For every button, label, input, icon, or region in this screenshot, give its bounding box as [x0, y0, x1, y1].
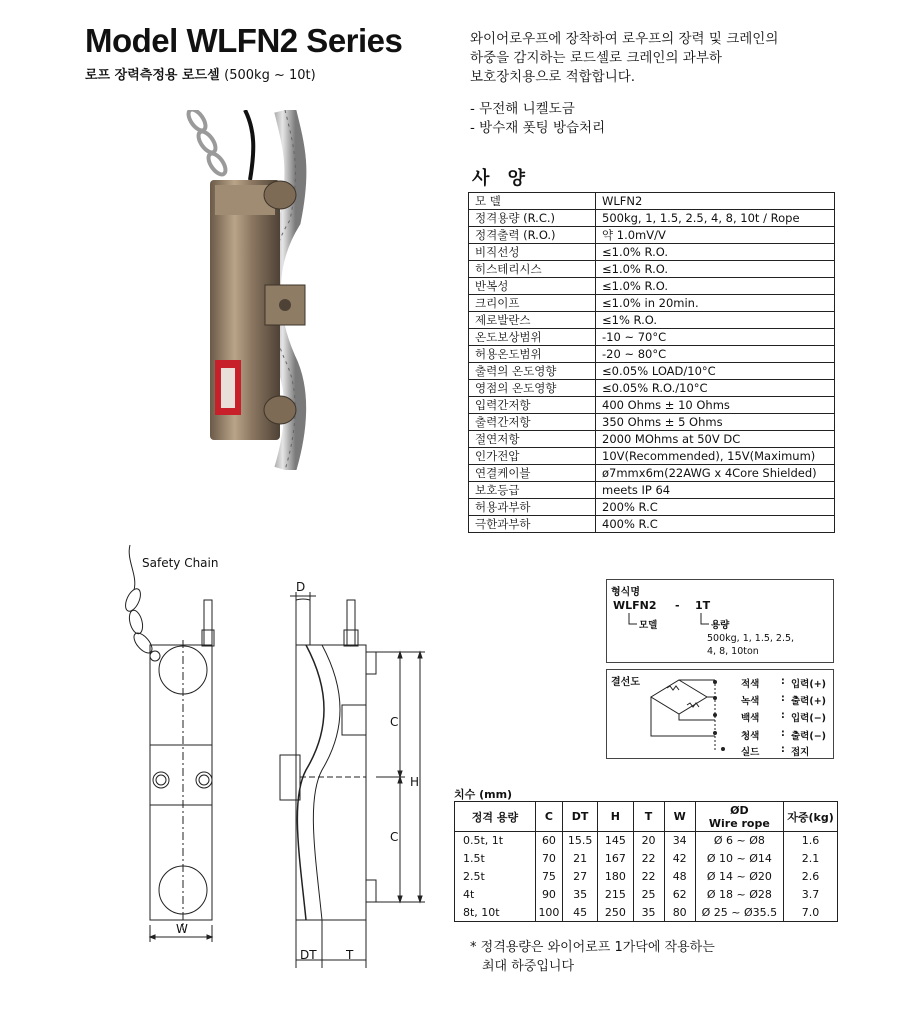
table-cell: 75	[535, 868, 562, 886]
spec-value: ≤1.0% R.O.	[596, 261, 835, 278]
wire-sep: :	[781, 710, 785, 721]
type-capacities-line: 500kg, 1, 1.5, 2.5,	[707, 633, 795, 644]
table-cell: 60	[535, 832, 562, 850]
wiring-box-label: 결선도	[611, 677, 640, 688]
footnote-line: 최대 하중입니다	[482, 959, 575, 974]
spec-table	[468, 192, 835, 533]
spec-heading: 사 양	[472, 168, 532, 189]
table-cell: 215	[598, 886, 633, 904]
table-row	[455, 886, 838, 904]
table-cell: 4t	[455, 886, 536, 904]
spec-row	[469, 278, 835, 295]
spec-value: 400% R.C	[596, 516, 835, 533]
table-cell: 167	[598, 850, 633, 868]
spec-key: 출력의 온도영향	[469, 363, 596, 380]
spec-key: 정격용량 (R.C.)	[469, 210, 596, 227]
table-cell: 7.0	[783, 904, 837, 922]
dim-label-d: D	[296, 580, 306, 594]
spec-value: 400 Ohms ± 10 Ohms	[596, 397, 835, 414]
spec-row	[469, 448, 835, 465]
table-row	[455, 904, 838, 922]
table-cell: 250	[598, 904, 633, 922]
col-header: T	[633, 802, 664, 832]
dim-label-t: T	[346, 948, 354, 962]
spec-key: 극한과부하	[469, 516, 596, 533]
spec-value: 200% R.C	[596, 499, 835, 516]
table-cell: 27	[562, 868, 597, 886]
footnote	[470, 938, 715, 976]
table-cell: 0.5t, 1t	[455, 832, 536, 850]
spec-key: 보호등급	[469, 482, 596, 499]
description-line: 와이어로우프에 장착하여 로우프의 장력 및 크레인의	[470, 31, 779, 47]
col-header	[695, 802, 783, 832]
spec-key: 영점의 온도영향	[469, 380, 596, 397]
footnote-line: * 정격용량은 와이어로프 1가닥에 작용하는	[470, 940, 715, 955]
dim-label-w: W	[176, 922, 188, 936]
table-row	[455, 868, 838, 886]
spec-key: 입력간저항	[469, 397, 596, 414]
spec-value: -20 ~ 80°C	[596, 346, 835, 363]
spec-key: 비직선성	[469, 244, 596, 261]
wire-color: 실드	[741, 747, 760, 758]
table-cell: 22	[633, 850, 664, 868]
spec-value: ≤0.05% LOAD/10°C	[596, 363, 835, 380]
type-capacity-label: 용량	[711, 620, 730, 631]
spec-row	[469, 295, 835, 312]
spec-row	[469, 397, 835, 414]
feature-item: - 무전해 니켈도금	[470, 101, 575, 117]
spec-value: ≤1% R.O.	[596, 312, 835, 329]
spec-row	[469, 312, 835, 329]
table-cell: Ø 25 ~ Ø35.5	[695, 904, 783, 922]
spec-row	[469, 227, 835, 244]
table-cell: 80	[664, 904, 695, 922]
wire-func: 출력(+)	[791, 696, 826, 707]
spec-row	[469, 329, 835, 346]
table-cell: Ø 10 ~ Ø14	[695, 850, 783, 868]
spec-value: 2000 MOhms at 50V DC	[596, 431, 835, 448]
spec-value: WLFN2	[596, 193, 835, 210]
spec-row	[469, 414, 835, 431]
wire-color: 청색	[741, 731, 760, 742]
spec-key: 모 델	[469, 193, 596, 210]
table-cell: 15.5	[562, 832, 597, 850]
table-cell: 45	[562, 904, 597, 922]
spec-key: 출력간저항	[469, 414, 596, 431]
spec-value: meets IP 64	[596, 482, 835, 499]
page-subtitle	[85, 64, 316, 83]
spec-key: 인가전압	[469, 448, 596, 465]
wire-func: 입력(−)	[791, 713, 826, 724]
wiring-diagram-box	[606, 669, 834, 759]
col-header: 정격 용량	[455, 802, 536, 832]
spec-key: 반복성	[469, 278, 596, 295]
spec-value: ≤1.0% R.O.	[596, 278, 835, 295]
col-header: DT	[562, 802, 597, 832]
spec-value: -10 ~ 70°C	[596, 329, 835, 346]
table-cell: 2.5t	[455, 868, 536, 886]
spec-row	[469, 499, 835, 516]
table-cell: Ø 14 ~ Ø20	[695, 868, 783, 886]
col-header-line: ØD	[730, 803, 749, 817]
type-box-label: 형식명	[611, 587, 640, 598]
table-cell: 3.7	[783, 886, 837, 904]
table-cell: 2.1	[783, 850, 837, 868]
table-row	[455, 832, 838, 850]
col-header: C	[535, 802, 562, 832]
subtitle-text: 로프 장력측정용 로드셀	[85, 68, 220, 83]
col-header: H	[598, 802, 633, 832]
table-cell: 34	[664, 832, 695, 850]
wire-color: 적색	[741, 679, 760, 690]
spec-row	[469, 244, 835, 261]
table-cell: 48	[664, 868, 695, 886]
type-dash: -	[675, 599, 680, 612]
table-cell: 145	[598, 832, 633, 850]
wire-func: 접지	[791, 747, 810, 758]
spec-value: ≤1.0% R.O.	[596, 244, 835, 261]
table-cell: 20	[633, 832, 664, 850]
spec-key: 크리이프	[469, 295, 596, 312]
feature-item: - 방수재 폿팅 방습처리	[470, 120, 606, 136]
spec-value: 500kg, 1, 1.5, 2.5, 4, 8, 10t / Rope	[596, 210, 835, 227]
table-cell: 62	[664, 886, 695, 904]
spec-key: 히스테리시스	[469, 261, 596, 278]
spec-row	[469, 465, 835, 482]
spec-key: 허용과부하	[469, 499, 596, 516]
spec-value: ≤1.0% in 20min.	[596, 295, 835, 312]
spec-key: 제로발란스	[469, 312, 596, 329]
spec-value: ø7mmx6m(22AWG x 4Core Shielded)	[596, 465, 835, 482]
dim-label-dt: DT	[300, 948, 317, 962]
feature-list	[470, 100, 605, 138]
dimensions-heading: 치수 (mm)	[454, 788, 513, 801]
spec-row	[469, 210, 835, 227]
type-designation-box	[606, 579, 834, 663]
description-line: 보호장치용으로 적합합니다.	[470, 69, 636, 85]
spec-row	[469, 431, 835, 448]
col-header: W	[664, 802, 695, 832]
table-cell: 2.6	[783, 868, 837, 886]
table-cell: 21	[562, 850, 597, 868]
type-code: 1T	[695, 599, 711, 612]
type-model-label: 모델	[639, 620, 658, 631]
table-cell: 8t, 10t	[455, 904, 536, 922]
safety-chain-label: Safety Chain	[142, 556, 219, 570]
table-cell: 42	[664, 850, 695, 868]
wire-func: 출력(−)	[791, 731, 826, 742]
spec-row	[469, 380, 835, 397]
spec-row	[469, 363, 835, 380]
col-header: 자중(kg)	[783, 802, 837, 832]
capacity-range: (500kg ~ 10t)	[224, 68, 316, 83]
spec-value: 350 Ohms ± 5 Ohms	[596, 414, 835, 431]
description-line: 하중을 감지하는 로드셀로 크레인의 과부하	[470, 50, 722, 66]
table-cell: 180	[598, 868, 633, 886]
page-title: Model WLFN2 Series	[85, 22, 403, 59]
spec-key: 온도보상범위	[469, 329, 596, 346]
table-cell: 70	[535, 850, 562, 868]
table-cell: 1.6	[783, 832, 837, 850]
wire-sep: :	[781, 693, 785, 704]
spec-value: 약 1.0mV/V	[596, 227, 835, 244]
wire-sep: :	[781, 744, 785, 755]
spec-key: 허용온도범위	[469, 346, 596, 363]
spec-row	[469, 346, 835, 363]
col-header-line: Wire rope	[708, 816, 770, 830]
spec-row	[469, 516, 835, 533]
dimensions-table	[454, 801, 838, 922]
wire-sep: :	[781, 728, 785, 739]
product-photo	[185, 110, 335, 474]
spec-row	[469, 482, 835, 499]
spec-key: 연결케이블	[469, 465, 596, 482]
dim-label-c: C	[390, 715, 399, 729]
spec-row	[469, 193, 835, 210]
wire-sep: :	[781, 676, 785, 687]
table-cell: 25	[633, 886, 664, 904]
table-cell: 100	[535, 904, 562, 922]
wire-color: 녹색	[741, 696, 760, 707]
table-cell: 35	[562, 886, 597, 904]
dim-label-h: H	[410, 775, 420, 789]
type-model: WLFN2	[613, 599, 657, 612]
technical-drawing	[0, 540, 450, 974]
spec-value: 10V(Recommended), 15V(Maximum)	[596, 448, 835, 465]
table-row	[455, 850, 838, 868]
type-capacities-line: 4, 8, 10ton	[707, 646, 759, 657]
product-description	[470, 30, 778, 87]
spec-value: ≤0.05% R.O./10°C	[596, 380, 835, 397]
table-cell: 90	[535, 886, 562, 904]
spec-row	[469, 261, 835, 278]
wire-func: 입력(+)	[791, 679, 826, 690]
wire-color: 백색	[741, 713, 760, 724]
table-cell: Ø 6 ~ Ø8	[695, 832, 783, 850]
table-cell: 22	[633, 868, 664, 886]
table-cell: Ø 18 ~ Ø28	[695, 886, 783, 904]
table-cell: 35	[633, 904, 664, 922]
spec-key: 정격출력 (R.O.)	[469, 227, 596, 244]
spec-key: 절연저항	[469, 431, 596, 448]
table-cell: 1.5t	[455, 850, 536, 868]
dim-label-c: C	[390, 830, 399, 844]
